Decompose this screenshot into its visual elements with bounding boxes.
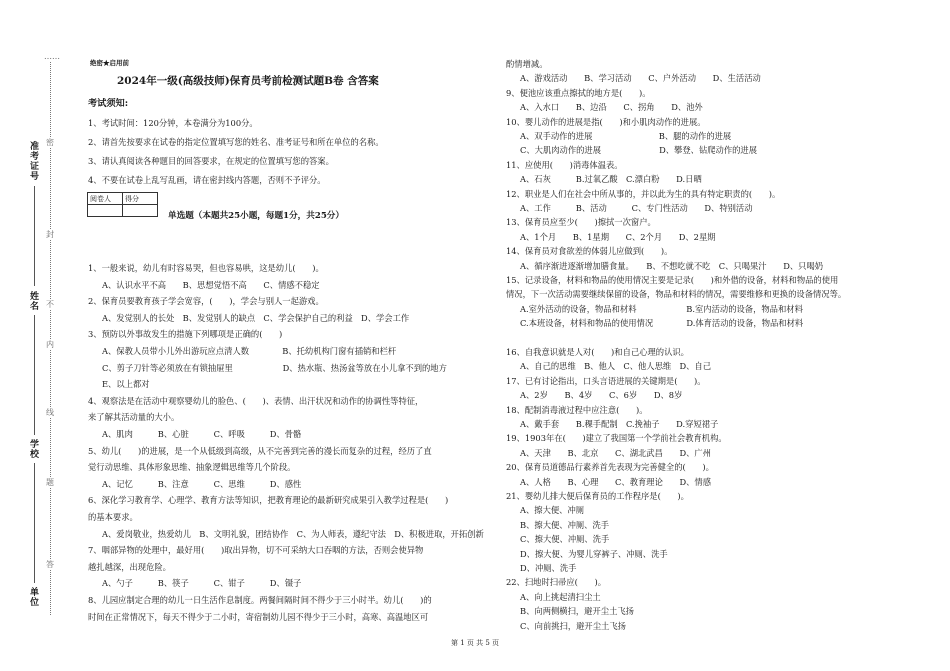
question-line: 21、婴幼儿排大便后保育员的工作程序是( )。: [506, 491, 689, 501]
notice-heading: 考试须知:: [88, 98, 129, 109]
margin-dots-text: ……: [44, 52, 60, 61]
seal-mark: 线: [46, 408, 54, 417]
question-line: 18、配制消毒液过程中应注意( )。: [506, 404, 648, 415]
margin-field-line: [34, 186, 35, 286]
score-label: 得分: [123, 193, 158, 205]
margin-field-exam-number: 准考证号: [30, 142, 40, 182]
question-line: A、勺子 B、筷子 C、钳子 D、镊子: [102, 578, 302, 589]
question-line: 10、婴儿动作的进展是指( )和小肌肉动作的进展。: [506, 116, 706, 127]
seal-mark: 不: [46, 300, 54, 309]
question-line: 越扎越深，出现危险。: [88, 561, 171, 572]
question-line: D、冲厕、洗手: [520, 563, 577, 573]
question-line: A、天津 B、北京 C、湖北武昌 D、广州: [520, 447, 712, 458]
seal-mark: 封: [46, 230, 54, 239]
question-line: 4、观察法是在活动中观察婴幼儿的脸色、( )、表情、出汗状况和动作的协调性等特征，: [88, 395, 424, 406]
notice-item: 2、请首先按要求在试卷的指定位置填写您的姓名、准考证号和所在单位的名称。: [88, 137, 384, 147]
question-line: 6、深化学习教育学、心理学、教育方法等知识，把教育理论的最新研究成果引入教学过程是( ): [88, 495, 449, 506]
seal-mark: 题: [46, 478, 54, 487]
question-line: A、游戏活动 B、学习活动 C、户外活动 D、生活活动: [520, 73, 761, 84]
notice-item: 1、考试时间：120分钟，本卷满分为100分。: [88, 118, 258, 128]
question-line: A、人格 B、心理 C、教育理论 D、情感: [520, 476, 712, 487]
question-line: A、认识水平不高 B、思想觉悟不高 C、情感不稳定: [102, 279, 320, 290]
question-line: 17、已有讨论指出，口头言语进展的关键期是( )。: [506, 375, 706, 386]
question-line: A、石灰 B.过氧乙酸 C.漂白粉 D.日晒: [520, 174, 702, 185]
question-line: 12、职业是人们在社会中所从事的，并以此为生的具有特定职责的( )。: [506, 188, 781, 199]
seal-mark: 内: [46, 340, 54, 349]
question-line: A、2岁 B、4岁 C、6岁 D、8岁: [520, 390, 683, 401]
section-heading: 单选题（本题共25小题，每题1分，共25分）: [168, 211, 344, 221]
question-line: A、入水口 B、边沿 C、拐角 D、池外: [520, 102, 703, 113]
question-line: A、戴手套 B.稞手配制 C.挽袖子 D.穿短裙子: [520, 419, 719, 429]
question-line: 20、保育员道德品行素养首先表现为完善健全的( )。: [506, 462, 714, 473]
grader-label: 阅卷人: [88, 193, 123, 205]
question-line: A、循序渐进逐渐增加膳食量。 B、不想吃就不吃 C、只喝果汁 D、只喝奶: [520, 260, 824, 271]
question-line: B、擦大便、冲厕、洗手: [520, 519, 610, 530]
question-line: 22、扫地时扫帚应( )。: [506, 577, 607, 588]
grader-table: [87, 192, 158, 217]
question-line: 的基本要求。: [88, 512, 138, 522]
notice-item: 4、不要在试卷上乱写乱画，请在密封线内答题，否则不予评分。: [88, 175, 326, 185]
question-line: 8、儿园应制定合理的幼儿一日生活作息制度。两餐间隔时间不得少于三小时半。幼儿( )的: [88, 595, 432, 605]
question-line: D、擦大便、为婴儿穿裤子、冲厕、洗手: [520, 548, 668, 559]
page-footer: 第 1 页 共 5 页: [450, 639, 500, 647]
question-line: 11、应使用( )消毒体温表。: [506, 159, 623, 170]
question-line: 来了解其活动量的大小。: [88, 412, 180, 423]
question-line: B、向两侧横扫，避开尘土飞扬: [520, 606, 634, 617]
question-line: 觉行动思维、具体形象思维、抽象逻辑思维等几个阶段。: [88, 462, 296, 473]
question-line: A、工作 B、活动 C、专门性活动 D、特别活动: [520, 203, 753, 213]
question-line: A、1个月 B、1星期 C、2个月 D、2星期: [520, 231, 716, 242]
question-line: A、肌肉 B、心脏 C、呼吸 D、骨骼: [102, 429, 302, 439]
score-cell: [123, 205, 158, 217]
question-line: A、发觉别人的长处 B、发觉别人的缺点 C、学会保护自己的利益 D、学会工作: [102, 312, 410, 323]
grader-cell: [88, 205, 123, 217]
question-line: 9、便池应该重点擦拭的地方是( )。: [506, 87, 651, 98]
question-line: C.本班设备，材料和物品的使用情况 D.体育活动的设备，物品和材料: [520, 318, 804, 329]
question-line: E、以上都对: [102, 379, 150, 390]
question-line: 15、记录设备，材料和物品的使用情况主要是记录( )和外借的设备，材料和物品的使用: [506, 275, 839, 285]
question-line: A、向上挑起清扫尘土: [520, 591, 601, 602]
seal-mark: 答: [46, 560, 54, 569]
question-line: 5、幼儿( )的进展，是一个从低级到高级，从不完善到完善的漫长而复杂的过程，经历了直: [88, 445, 432, 456]
question-line: 1、一般来说，幼儿有时容易哭，但也容易哄，这是幼儿( )。: [88, 263, 324, 273]
question-line: A.室外活动的设备，物品和材料 B.室内活动的设备，物品和材料: [520, 303, 803, 314]
notice-item: 3、请认真阅读各种题目的回答要求，在规定的位置填写您的答案。: [88, 156, 334, 166]
question-line: 2、保育员要教育孩子学会宽容，( )，学会与别人一起游戏。: [88, 296, 324, 307]
question-line: 13、保育员应至少( )擦拭一次窗户。: [506, 217, 656, 228]
question-line: C、向前挑扫，避开尘土飞扬: [520, 620, 626, 631]
margin-field-name: 姓名: [30, 292, 40, 312]
question-line: A、保教人员带小儿外出游玩应点清人数 B、托幼机构门窗有插销和栏杆: [102, 346, 397, 356]
question-line: A、爱岗敬业，热爱幼儿 B、文明礼貌，团结协作 C、为人师表，遵纪守法 D、积极进取，开拓创新: [102, 528, 484, 539]
question-line: 情况，下一次活动需要继续保留的设备，物品和材料的情况，需要维修和更换的设备情况等。: [506, 289, 847, 300]
question-line: A、擦大便、冲厕: [520, 505, 585, 516]
margin-field-unit: 单位: [30, 588, 40, 608]
margin-field-school: 学校: [30, 440, 40, 460]
question-line: A、自己的思维 B、他人 C、他人思维 D、自己: [520, 361, 712, 372]
question-line: 时间在正常情况下，每天不得少于二小时，寄宿制幼儿园不得少于三小时，高寒、高温地区可: [88, 611, 429, 622]
margin-field-line: [34, 315, 35, 435]
question-line: 16、自我意识就是人对( )和自己心理的认识。: [506, 347, 689, 357]
question-line: 14、保育员对食欲差的体弱儿应做到( )。: [506, 246, 673, 257]
margin-field-line: [34, 463, 35, 583]
question-line: C、大肌肉动作的进展 D、攀登、钻爬动作的进展: [520, 145, 758, 156]
question-line: 酌情增减。: [506, 59, 548, 69]
question-line: 7、咽部异物的处理中，最好用( )取出异物，切不可采纳大口吞咽的方法，否则会使异物: [88, 545, 424, 556]
question-line: 19、1903年在( )建立了我国第一个学前社会教育机构。: [506, 433, 727, 444]
question-line: A、双手动作的进展 B、腿的动作的进展: [520, 131, 732, 141]
seal-mark: 密: [46, 138, 54, 147]
page-title: 2024年一级(高级技师)保育员考前检测试题B卷 含答案: [117, 75, 379, 87]
question-line: A、记忆 B、注意 C、思维 D、感性: [102, 478, 302, 489]
question-line: 3、预防以外事故发生的措施下列哪项是正确的( ): [88, 329, 283, 340]
secret-label: 绝密★启用前: [90, 59, 129, 67]
question-line: C、剪子刀针等必须放在有锁抽屉里 D、热水瓶、热汤盆等放在小儿拿不到的地方: [102, 362, 447, 373]
question-line: C、擦大便、冲厕、洗手: [520, 534, 610, 545]
